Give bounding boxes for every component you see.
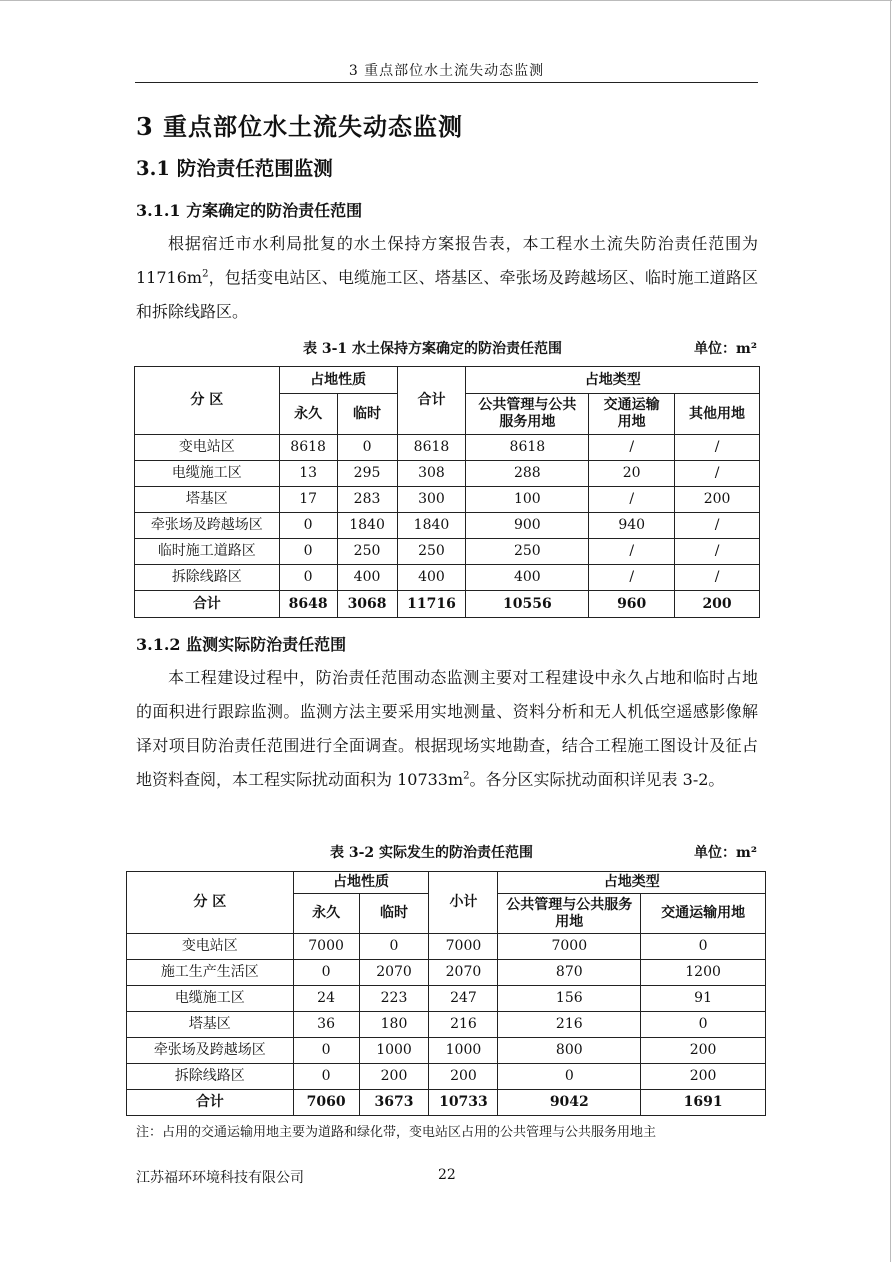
- table-cell: 250: [337, 539, 397, 565]
- table-row: [127, 986, 766, 1012]
- table-cell: /: [589, 565, 675, 591]
- table-cell: 200: [641, 1064, 766, 1090]
- table-cell: 870: [498, 960, 641, 986]
- table-cell: 8618: [279, 435, 337, 461]
- t1-head-temp: 临时: [337, 394, 397, 435]
- paragraph-311-sup: 2: [202, 268, 209, 280]
- table-cell: /: [675, 513, 760, 539]
- page-edge-right: [890, 0, 891, 1262]
- table-cell: /: [589, 435, 675, 461]
- t2-head-temp: 临时: [359, 894, 429, 934]
- t1-head-perm: 永久: [279, 394, 337, 435]
- table-cell: 216: [429, 1012, 498, 1038]
- section-heading: 3.1 防治责任范围监测: [136, 157, 333, 180]
- table-note: 注：占用的交通运输用地主要为道路和绿化带，变电站区占用的公共管理与公共服务用地主: [136, 1125, 657, 1140]
- table-cell: /: [675, 565, 760, 591]
- table-cell: 7000: [293, 934, 359, 960]
- table-cell: 1691: [641, 1090, 766, 1116]
- table-cell: 250: [466, 539, 589, 565]
- t1-head-other: 其他用地: [675, 394, 760, 435]
- paragraph-311: [136, 227, 758, 329]
- paragraph-312-text-a: 本工程建设过程中，防治责任范围动态监测主要对工程建设中永久占地和临时占地的面积进行跟踪监测。监测方法主要采用实地测量、资料分析和无人机低空遥感影像解译对项目防治责任范围进行全面调查。根据现场实地勘查，结合工程施工图设计及征占地资料查阅，本工程实际扰动面积为 10733m: [136, 668, 758, 789]
- row-label-cell: 牵张场及跨越场区: [127, 1038, 294, 1064]
- table-row: [135, 539, 760, 565]
- table-cell: 10733: [429, 1090, 498, 1116]
- row-label-cell: 拆除线路区: [135, 565, 280, 591]
- row-label-cell: 合计: [135, 591, 280, 618]
- table-cell: 250: [397, 539, 466, 565]
- t2-head-perm: 永久: [293, 894, 359, 934]
- table-cell: 180: [359, 1012, 429, 1038]
- page-number: 22: [438, 1167, 456, 1183]
- subsection-heading-312: 3.1.2 监测实际防治责任范围: [136, 635, 347, 654]
- row-label-cell: 牵张场及跨越场区: [135, 513, 280, 539]
- paragraph-311-text-b: ，包括变电站区、电缆施工区、塔基区、牵张场及跨越场区、临时施工道路区和拆除线路区。: [136, 268, 758, 321]
- t1-head-type: 占地类型: [466, 367, 760, 394]
- chapter-heading: 3 重点部位水土流失动态监测: [136, 112, 464, 141]
- table-3-2: [126, 871, 766, 1116]
- table-cell: 200: [675, 591, 760, 618]
- table-cell: 0: [293, 960, 359, 986]
- table-cell: /: [675, 539, 760, 565]
- table-cell: 0: [279, 513, 337, 539]
- page-edge-top: [0, 0, 892, 1]
- table-cell: 1000: [429, 1038, 498, 1064]
- table-cell: 7060: [293, 1090, 359, 1116]
- table-cell: 0: [337, 435, 397, 461]
- table-cell: 960: [589, 591, 675, 618]
- table-cell: 283: [337, 487, 397, 513]
- table-cell: 1000: [359, 1038, 429, 1064]
- table-row: [127, 1012, 766, 1038]
- table-cell: 1200: [641, 960, 766, 986]
- table-cell: 0: [293, 1038, 359, 1064]
- table-cell: 216: [498, 1012, 641, 1038]
- table-cell: 9042: [498, 1090, 641, 1116]
- row-label-cell: 施工生产生活区: [127, 960, 294, 986]
- table-cell: /: [675, 435, 760, 461]
- paragraph-312-sup: 2: [463, 770, 470, 782]
- table-cell: 1840: [397, 513, 466, 539]
- t2-head-total: 小计: [429, 872, 498, 934]
- table-row: [135, 487, 760, 513]
- table-cell: 295: [337, 461, 397, 487]
- row-label-cell: 变电站区: [127, 934, 294, 960]
- table-cell: 200: [429, 1064, 498, 1090]
- t1-head-transport: 交通运输用地: [589, 394, 675, 435]
- table-cell: 156: [498, 986, 641, 1012]
- table-row: [127, 960, 766, 986]
- table-cell: 8618: [397, 435, 466, 461]
- table-cell: 17: [279, 487, 337, 513]
- t2-head-transport: 交通运输用地: [641, 894, 766, 934]
- paragraph-312: [136, 661, 758, 797]
- table-total-row: [127, 1090, 766, 1116]
- table-row: [135, 461, 760, 487]
- table-cell: 24: [293, 986, 359, 1012]
- table-cell: 0: [279, 565, 337, 591]
- table-cell: 0: [293, 1064, 359, 1090]
- table-cell: 91: [641, 986, 766, 1012]
- table-cell: 8648: [279, 591, 337, 618]
- table-cell: 200: [359, 1064, 429, 1090]
- table-cell: 11716: [397, 591, 466, 618]
- table-cell: 36: [293, 1012, 359, 1038]
- table-row: [135, 565, 760, 591]
- table-cell: 7000: [429, 934, 498, 960]
- table-cell: 2070: [359, 960, 429, 986]
- table-cell: 800: [498, 1038, 641, 1064]
- table-cell: 223: [359, 986, 429, 1012]
- table-cell: 10556: [466, 591, 589, 618]
- table-cell: 200: [641, 1038, 766, 1064]
- table-cell: 0: [641, 1012, 766, 1038]
- table-cell: 7000: [498, 934, 641, 960]
- table-cell: 3068: [337, 591, 397, 618]
- table-cell: 2070: [429, 960, 498, 986]
- table-cell: 0: [359, 934, 429, 960]
- t2-head-type: 占地类型: [498, 872, 766, 894]
- subsection-heading-311: 3.1.1 方案确定的防治责任范围: [136, 201, 363, 220]
- footer-company: 江苏福环环境科技有限公司: [136, 1170, 304, 1186]
- table-cell: 100: [466, 487, 589, 513]
- row-label-cell: 塔基区: [127, 1012, 294, 1038]
- table-cell: 200: [675, 487, 760, 513]
- row-label-cell: 塔基区: [135, 487, 280, 513]
- table-cell: /: [589, 487, 675, 513]
- table-total-row: [135, 591, 760, 618]
- t2-head-public: 公共管理与公共服务用地: [498, 894, 641, 934]
- row-label-cell: 变电站区: [135, 435, 280, 461]
- table1-unit: 单位：m²: [694, 341, 757, 357]
- table-cell: 13: [279, 461, 337, 487]
- row-label-cell: 拆除线路区: [127, 1064, 294, 1090]
- t1-head-total: 合计: [397, 367, 466, 435]
- t1-head-nature: 占地性质: [279, 367, 397, 394]
- paragraph-311-text-a: 根据宿迁市水利局批复的水土保持方案报告表，本工程水土流失防治责任范围为 11716m: [136, 234, 758, 287]
- paragraph-312-text-b: 。各分区实际扰动面积详见表 3-2。: [469, 770, 725, 789]
- table-cell: 8618: [466, 435, 589, 461]
- table-row: [135, 435, 760, 461]
- table-cell: 0: [498, 1064, 641, 1090]
- t1-head-public: 公共管理与公共服务用地: [466, 394, 589, 435]
- row-label-cell: 电缆施工区: [127, 986, 294, 1012]
- table-3-1: [134, 366, 760, 618]
- t2-head-nature: 占地性质: [293, 872, 429, 894]
- table-cell: /: [675, 461, 760, 487]
- table-cell: 0: [641, 934, 766, 960]
- table-cell: 400: [397, 565, 466, 591]
- running-header: 3 重点部位水土流失动态监测: [348, 63, 545, 79]
- table-cell: 900: [466, 513, 589, 539]
- table2-unit: 单位：m²: [694, 845, 757, 861]
- table-cell: /: [589, 539, 675, 565]
- table-cell: 400: [466, 565, 589, 591]
- table1-caption: 表 3-1 水土保持方案确定的防治责任范围: [303, 341, 563, 357]
- table2-caption: 表 3-2 实际发生的防治责任范围: [330, 845, 534, 861]
- table-row: [135, 513, 760, 539]
- t1-head-zone: 分 区: [135, 367, 280, 435]
- table-cell: 1840: [337, 513, 397, 539]
- row-label-cell: 电缆施工区: [135, 461, 280, 487]
- table-row: [127, 934, 766, 960]
- table-cell: 0: [279, 539, 337, 565]
- table-cell: 400: [337, 565, 397, 591]
- row-label-cell: 合计: [127, 1090, 294, 1116]
- table-cell: 308: [397, 461, 466, 487]
- table-row: [127, 1038, 766, 1064]
- table-cell: 247: [429, 986, 498, 1012]
- table-cell: 940: [589, 513, 675, 539]
- t2-head-zone: 分 区: [127, 872, 294, 934]
- table-cell: 288: [466, 461, 589, 487]
- table-cell: 300: [397, 487, 466, 513]
- table-row: [127, 1064, 766, 1090]
- row-label-cell: 临时施工道路区: [135, 539, 280, 565]
- table-cell: 20: [589, 461, 675, 487]
- table-cell: 3673: [359, 1090, 429, 1116]
- header-rule: [135, 82, 758, 83]
